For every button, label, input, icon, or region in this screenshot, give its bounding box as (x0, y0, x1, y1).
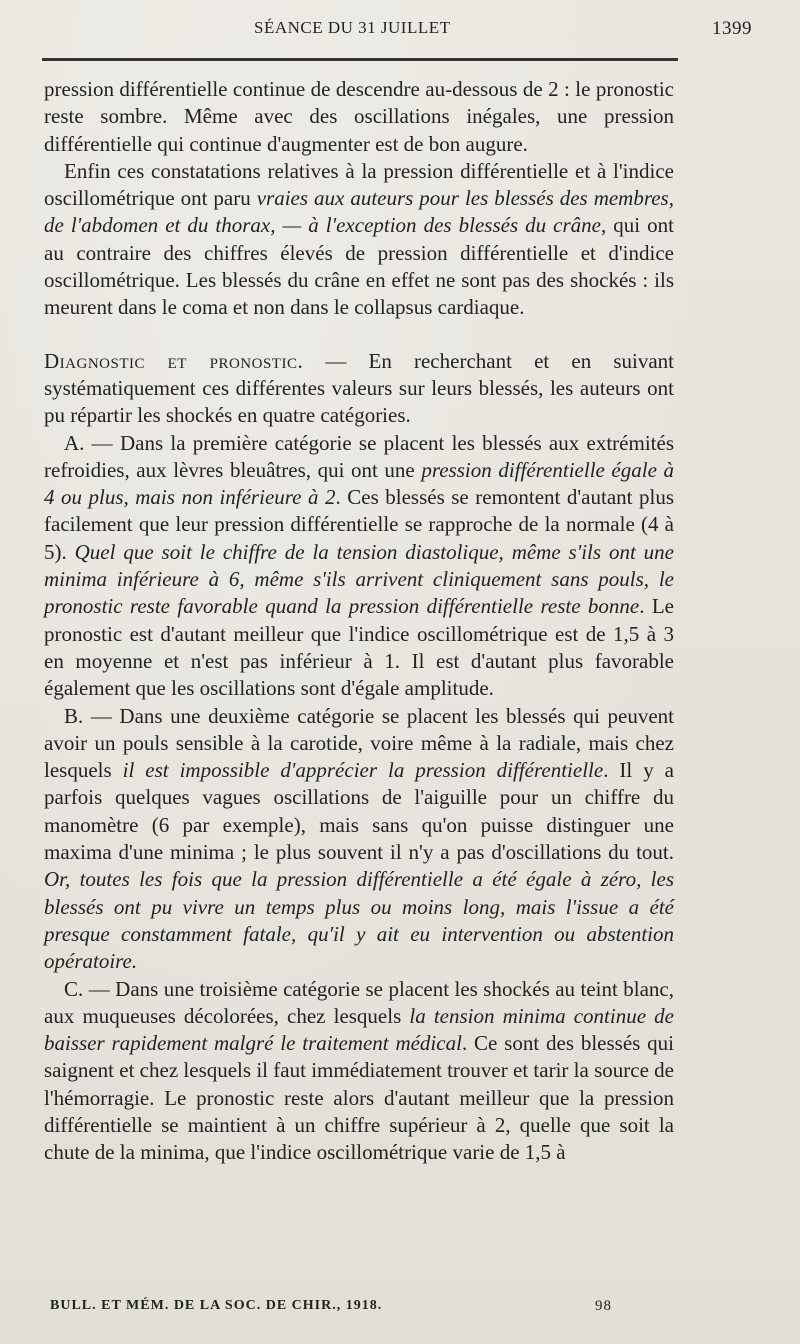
page-number: 1399 (712, 18, 752, 39)
running-header (42, 18, 752, 44)
paragraph-diagnostic: Diagnostic et pronostic. — En recherchant et en suivant systématiquement ces différentes valeurs sur leurs blessés, les auteurs ont pu répartir les shockés en quatre catégories. (44, 348, 674, 428)
header-title: SÉANCE DU 31 JUILLET (254, 18, 451, 37)
header-rule (42, 58, 678, 61)
paragraph-continuation: pression différentielle continue de descendre au-dessous de 2 : le pronostic reste sombre. Même avec des oscillations inégales, une pression différentielle qui continue d'augmenter est de bon augure. (44, 77, 674, 156)
paragraph-category-b: B. — Dans une deuxième catégorie se placent les blessés qui peuvent avoir un pouls sensible à la carotide, voire même à la radiale, mais chez lesquels il est impossible d'apprécier la pression différentielle. Il y a parfois quelques vagues oscillations de l'aiguille pour un chiffre du manomètre (6 par exemple), mais sans qu'on puisse distinguer une maxima d'une minima ; le plus souvent il n'y a pas d'oscillations du tout. Or, toutes les fois que la pression différentielle a été égale à zéro, les blessés ont pu vivre un temps plus ou moins long, mais l'issue a été presque constamment fatale, qu'il y ait eu intervention ou abstention opératoire. (44, 703, 675, 974)
paragraph-category-c: C. — Dans une troisième catégorie se placent les shockés au teint blanc, aux muqueuses décolorées, chez lesquels la tension minima continue de baisser rapidement malgré le traitement médical. Ce sont des blessés qui saignent et chez lesquels il faut immédiatement trouver et tarir la source de l'hémorragie. Le pronostic reste alors d'autant meilleur que la pression différentielle se maintient à un chiffre supérieur à 2, quelle que soit la chute de la minima, que l'indice oscillométrique varie de 1,5 à (44, 976, 675, 1165)
signature-mark: 98 (595, 1298, 612, 1314)
paragraph-conclusions: Enfin ces constatations relatives à la pression différentielle et à l'indice oscillométrique ont paru vraies aux auteurs pour les blessés des membres, de l'abdomen et du thorax, — à l'exception des blessés du crâne, qui ont au contraire des chiffres élevés de pression différentielle et d'indice oscillométrique. Les blessés du crâne en effet ne sont pas des shockés : ils meurent dans le coma et non dans le collapsus cardiaque. (44, 158, 674, 320)
journal-citation: BULL. ET MÉM. DE LA SOC. DE CHIR., 1918. (50, 1298, 383, 1313)
body-text (44, 76, 674, 1167)
page-footer (50, 1298, 670, 1320)
paragraph-category-a: A. — Dans la première catégorie se placent les blessés aux extrémités refroidies, aux lèvres bleuâtres, qui ont une pression différentielle égale à 4 ou plus, mais non inférieure à 2. Ces blessés se remontent d'autant plus facilement que leur pression différentielle se rapproche de la normale (4 à 5). Quel que soit le chiffre de la tension diastolique, même s'ils ont une minima inférieure à 6, même s'ils arrivent cliniquement sans pouls, le pronostic reste favorable quand la pression différentielle reste bonne. Le pronostic est d'autant meilleur que l'indice oscillométrique est de 1,5 à 3 en moyenne et n'est pas inférieur à 1. Il est d'autant plus favorable également que les oscillations sont d'égale amplitude. (44, 430, 674, 701)
section-heading: Diagnostic et pronostic. (44, 348, 304, 373)
